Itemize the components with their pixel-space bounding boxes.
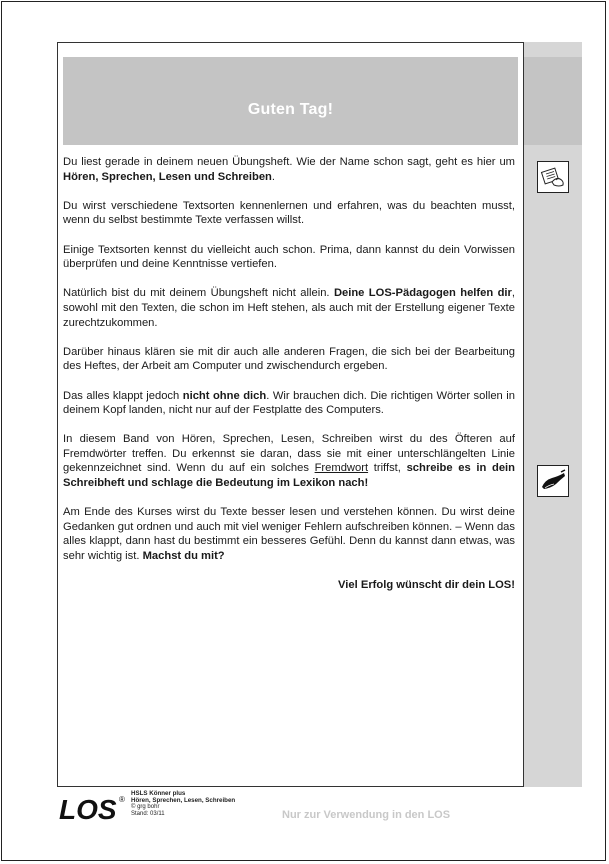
text-run: Natürlich bist du mit deinem Übungsheft nicht allein. [63, 287, 334, 300]
side-margin-strip-header [523, 57, 582, 145]
text-run: Darüber hinaus klären sie mit dir auch alle anderen Fragen, die sich bei der Bearbeitung des Heftes, der Arbeit am Computer und zwischendurch ergeben. [63, 345, 515, 373]
text-run: Das alles klappt jedoch [63, 389, 183, 402]
body-text [63, 155, 515, 607]
text-run: , sowohl mit den Texten, die schon im Heft stehen, als auch mit der Erstellung eigener Texte zurechtzukommen. [63, 287, 515, 329]
closing-line: Viel Erfolg wünscht dir dein LOS! [338, 579, 515, 592]
bold-text: schreibe es in dein Schreibheft und schlage die Bedeutung im Lexikon nach! [63, 462, 515, 490]
page-title: Guten Tag! [247, 101, 334, 118]
bold-text: nicht ohne dich [182, 389, 267, 402]
text-run: Du wirst verschiedene Textsorten kennenlernen und erfahren, was du beachten musst, wenn du selbst bestimmte Texte verfassen willst. [63, 199, 515, 227]
footer-stand: Stand: 03/11 [131, 810, 165, 817]
bold-text: Machst du mit? [142, 550, 225, 563]
paragraph [63, 155, 515, 184]
side-margin-strip [523, 42, 582, 787]
footer-copyright: © grg bohr [131, 804, 160, 811]
paragraph [63, 243, 515, 272]
los-logo [59, 792, 129, 824]
paragraph [63, 286, 515, 330]
bold-text: Hören, Sprechen, Lesen und Schreiben [63, 170, 272, 183]
los-logo-text: LOS [59, 794, 117, 824]
reading-hand-icon [537, 161, 569, 193]
text-run: . [271, 170, 275, 183]
writing-hand-icon [537, 465, 569, 497]
text-run: Am Ende des Kurses wirst du Texte besser lesen und verstehen können. Du wirst deine Gedanken gut ordnen und auch mit viel weniger Fehlern aufschreiben können. – Wenn das alles klappt, dann hast du bestimmt ein besseres Gefühl. Denn du kannst dann etwas, was sehr wichtig ist. [63, 506, 515, 563]
text-run: . Wir brauchen dich. Die richtigen Wörter sollen in deinem Kopf landen, nicht nur auf der Festplatte des Computers. [63, 389, 515, 417]
footer-meta [131, 791, 235, 817]
paragraph [63, 432, 515, 490]
footer-product: HSLS Könner plus [131, 790, 186, 797]
text-run: In diesem Band von Hören, Sprechen, Lesen, Schreiben wirst du des Öfteren auf Fremdwörter treffen. Du erkennst sie daran, dass sie mit einer unterschlängelten Linie gekennzeichnet sind. Wenn du auf ein solches [63, 433, 515, 475]
underlined-text: Fremdwort [314, 462, 369, 475]
paragraph [63, 389, 515, 418]
paragraph [63, 505, 515, 563]
footer-subtitle: Hören, Sprechen, Lesen, Schreiben [131, 796, 236, 804]
text-run: triffst, [368, 462, 407, 475]
bold-text: Deine LOS-Pädagogen helfen dir [333, 287, 512, 300]
paragraph [63, 345, 515, 374]
title-banner [63, 57, 518, 145]
text-run: Du liest gerade in deinem neuen Übungsheft. Wie der Name schon sagt, geht es hier um [63, 156, 515, 168]
los-logo-registered: ® [119, 795, 125, 804]
footer [57, 790, 537, 830]
footer-note: Nur zur Verwendung in den LOS [282, 809, 451, 821]
paragraph [63, 199, 515, 228]
text-run: Einige Textsorten kennst du vielleicht auch schon. Prima, dann kannst du dein Vorwissen überprüfen und deine Kenntnisse vertiefen. [63, 243, 515, 271]
